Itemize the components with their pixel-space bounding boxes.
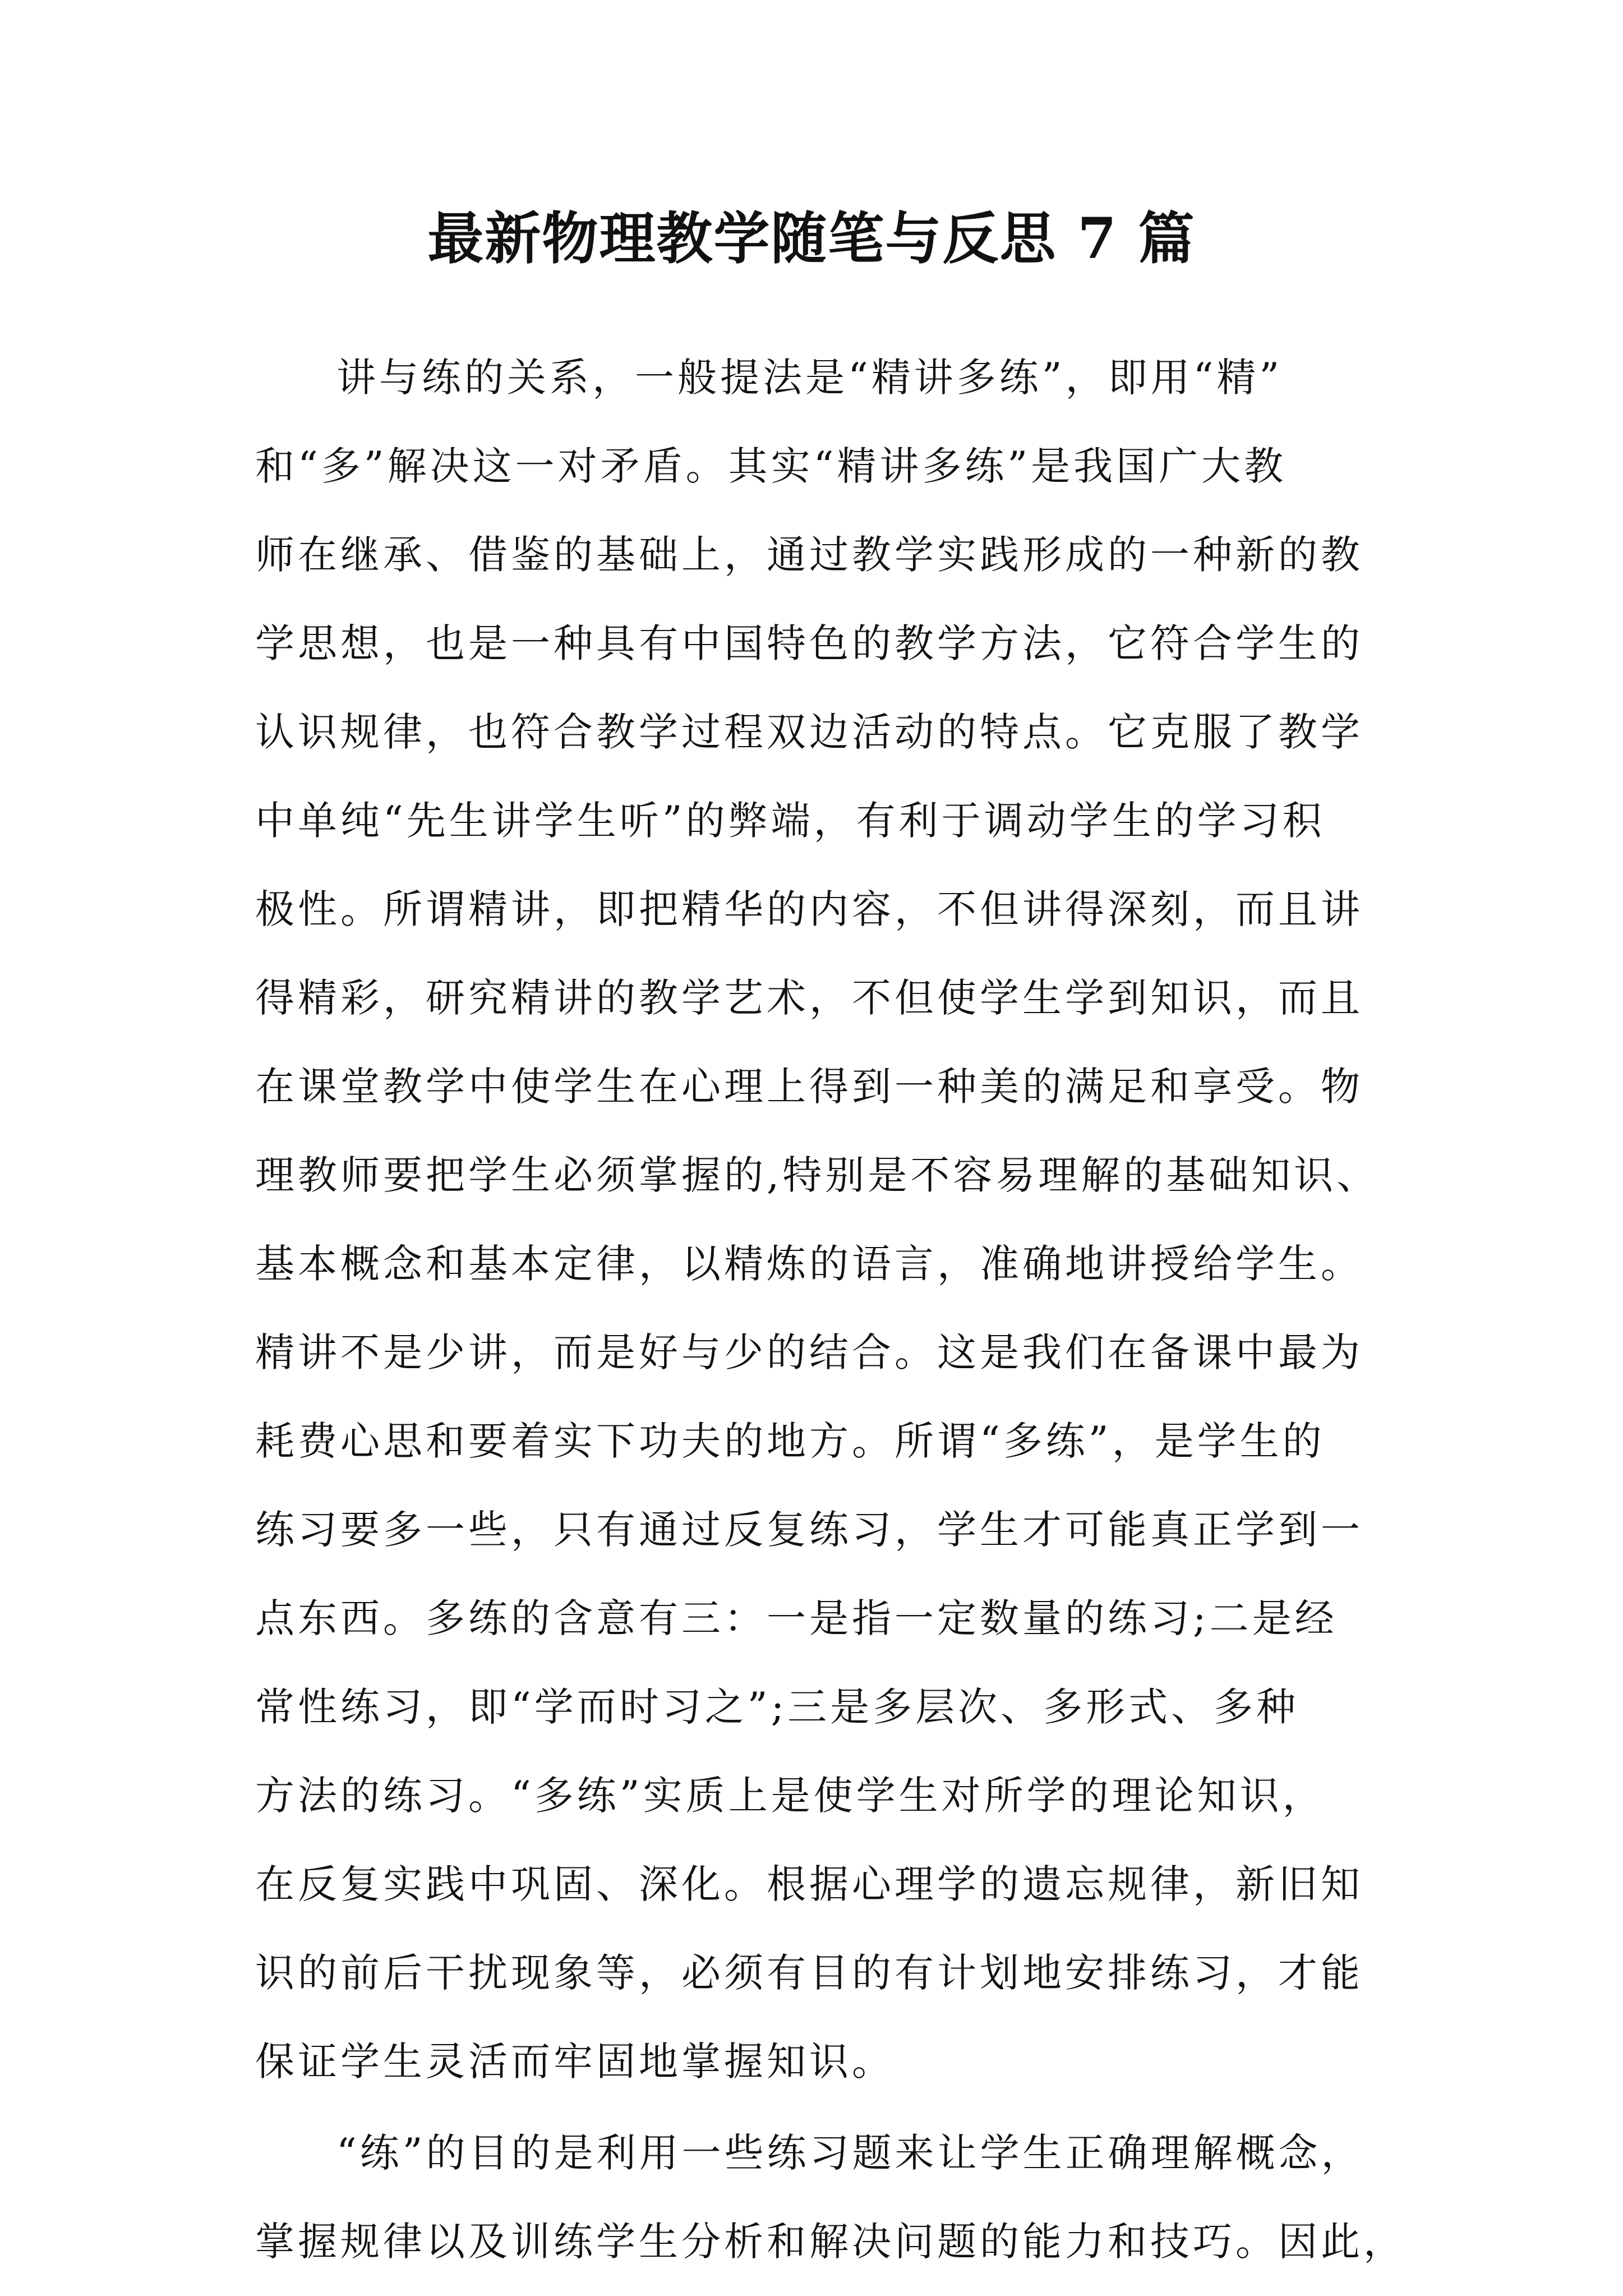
paragraph-line: 得精彩，研究精讲的教学艺术，不但使学生学到知识，而且 <box>255 975 1363 1021</box>
paragraph-line: 和“多”解决这一对矛盾。其实“精讲多练”是我国广大教 <box>255 443 1287 489</box>
paragraph-line: 练习要多一些，只有通过反复练习，学生才可能真正学到一 <box>255 1507 1363 1553</box>
document-title: 最新物理教学随笔与反思 7 篇 <box>427 205 1196 272</box>
paragraph-line: 中单纯“先生讲学生听”的弊端，有利于调动学生的学习积 <box>255 798 1325 844</box>
paragraph-line: 点东西。多练的含意有三：一是指一定数量的练习;二是经 <box>255 1595 1338 1641</box>
paragraph-line: 保证学生灵活而牢固地掌握知识。 <box>255 2039 895 2085</box>
paragraph-line: 在反复实践中巩固、深化。根据心理学的遗忘规律，新旧知 <box>255 1861 1363 1907</box>
paragraph-line: 理教师要把学生必须掌握的,特别是不容易理解的基础知识、 <box>255 1152 1380 1198</box>
paragraph-line: 极性。所谓精讲，即把精华的内容，不但讲得深刻，而且讲 <box>255 886 1363 932</box>
paragraph-line: 识的前后干扰现象等，必须有目的有计划地安排练习，才能 <box>255 1950 1363 1996</box>
paragraph-line: 学思想，也是一种具有中国特色的教学方法，它符合学生的 <box>255 620 1363 666</box>
paragraph-line: 师在继承、借鉴的基础上，通过教学实践形成的一种新的教 <box>255 532 1363 578</box>
paragraph-line: 精讲不是少讲，而是好与少的结合。这是我们在备课中最为 <box>255 1329 1363 1375</box>
paragraph-line: 方法的练习。“多练”实质上是使学生对所学的理论知识， <box>255 1773 1325 1819</box>
paragraph-line: 认识规律，也符合教学过程双边活动的特点。它克服了教学 <box>255 709 1363 755</box>
paragraph-line: 讲与练的关系，一般提法是“精讲多练”，即用“精” <box>336 355 1283 401</box>
paragraph-line: 在课堂教学中使学生在心理上得到一种美的满足和享受。物 <box>255 1064 1363 1110</box>
paragraph-line: 掌握规律以及训练学生分析和解决问题的能力和技巧。因此， <box>255 2219 1406 2265</box>
paragraph-line: “练”的目的是利用一些练习题来让学生正确理解概念， <box>336 2130 1364 2176</box>
paragraph-line: 耗费心思和要着实下功夫的地方。所谓“多练”，是学生的 <box>255 1418 1325 1464</box>
paragraph-line: 基本概念和基本定律，以精炼的语言，准确地讲授给学生。 <box>255 1241 1363 1287</box>
paragraph-line: 常性练习，即“学而时习之”;三是多层次、多形式、多种 <box>255 1684 1299 1730</box>
